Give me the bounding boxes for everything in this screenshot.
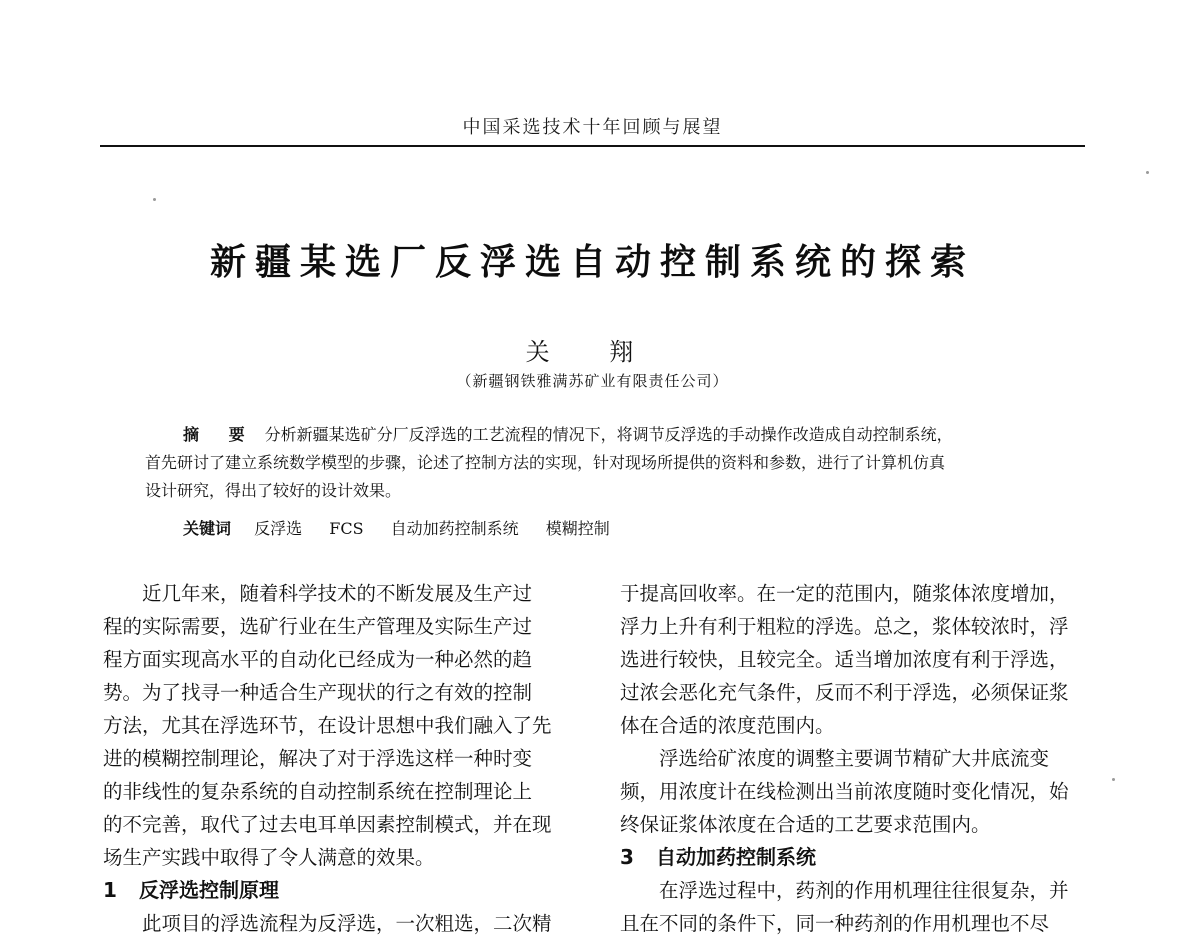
- keyword: FCS: [329, 519, 364, 538]
- body-line: 方法，尤其在浮选环节，在设计思想中我们融入了先: [103, 714, 552, 737]
- author-name: 关 翔: [525, 338, 660, 366]
- section-heading-1: 1 反浮选控制原理: [103, 878, 279, 902]
- body-right-column: [620, 577, 1090, 940]
- scan-speck: [153, 198, 156, 201]
- abstract-line: 设计研究，得出了较好的设计效果。: [145, 481, 402, 500]
- body-line: 且在不同的条件下，同一种药剂的作用机理也不尽: [620, 912, 1050, 935]
- abstract: [145, 421, 1055, 505]
- abstract-line: 首先研讨了建立系统数学模型的步骤，论述了控制方法的实现，针对现场所提供的资料和参数，进行了计算机仿真: [145, 453, 946, 472]
- abstract-line: 摘 要 分析新疆某选矿分厂反浮选的工艺流程的情况下，将调节反浮选的手动操作改造成自动控制系统，: [183, 425, 953, 444]
- body-line: 近几年来，随着科学技术的不断发展及生产过: [142, 582, 533, 605]
- body-line: 体在合适的浓度范围内。: [620, 714, 835, 737]
- keywords: [183, 516, 632, 539]
- body-line: 终保证浆体浓度在合适的工艺要求范围内。: [620, 813, 991, 836]
- body-line: 的非线性的复杂系统的自动控制系统在控制理论上: [103, 780, 533, 803]
- scan-speck: [1146, 171, 1149, 174]
- body-line: 在浮选过程中，药剂的作用机理往往很复杂，并: [659, 879, 1069, 902]
- section-heading-3: 3 自动加药控制系统: [620, 845, 816, 869]
- keyword: 自动加药控制系统: [390, 519, 519, 538]
- body-line: 程方面实现高水平的自动化已经成为一种必然的趋: [103, 648, 533, 671]
- body-line: 过浓会恶化充气条件，反而不利于浮选，必须保证浆: [620, 681, 1069, 704]
- body-line: 的不完善，取代了过去电耳单因素控制模式，并在现: [103, 813, 552, 836]
- body-line: 程的实际需要，选矿行业在生产管理及实际生产过: [103, 615, 533, 638]
- body-line: 势。为了找寻一种适合生产现状的行之有效的控制: [103, 681, 533, 704]
- body-line: 选进行较快，且较完全。适当增加浓度有利于浮选，: [620, 648, 1069, 671]
- keywords-label: 关键词: [183, 519, 232, 538]
- header-rule: [100, 145, 1085, 147]
- keyword: 反浮选: [254, 519, 303, 538]
- body-line: 频，用浓度计在线检测出当前浓度随时变化情况，始: [620, 780, 1069, 803]
- article-title: 新疆某选厂反浮选自动控制系统的探索: [209, 241, 975, 283]
- body-left-column: [103, 577, 578, 940]
- scan-speck: [1112, 778, 1115, 781]
- body-line: 于提高回收率。在一定的范围内，随浆体浓度增加，: [620, 582, 1069, 605]
- body-line: 场生产实践中取得了令人满意的效果。: [103, 846, 435, 869]
- keyword: 模糊控制: [545, 519, 610, 538]
- author-affiliation: （新疆钢铁雅满苏矿业有限责任公司）: [456, 372, 729, 390]
- abstract-label: 摘 要: [183, 425, 257, 444]
- body-line: 此项目的浮选流程为反浮选，一次粗选，二次精: [142, 912, 552, 935]
- body-line: 浮力上升有利于粗粒的浮选。总之，浆体较浓时，浮: [620, 615, 1069, 638]
- body-line: 进的模糊控制理论，解决了对于浮选这样一种时变: [103, 747, 533, 770]
- body-line: 浮选给矿浓度的调整主要调节精矿大井底流变: [659, 747, 1050, 770]
- running-header: 中国采选技术十年回顾与展望: [462, 117, 723, 138]
